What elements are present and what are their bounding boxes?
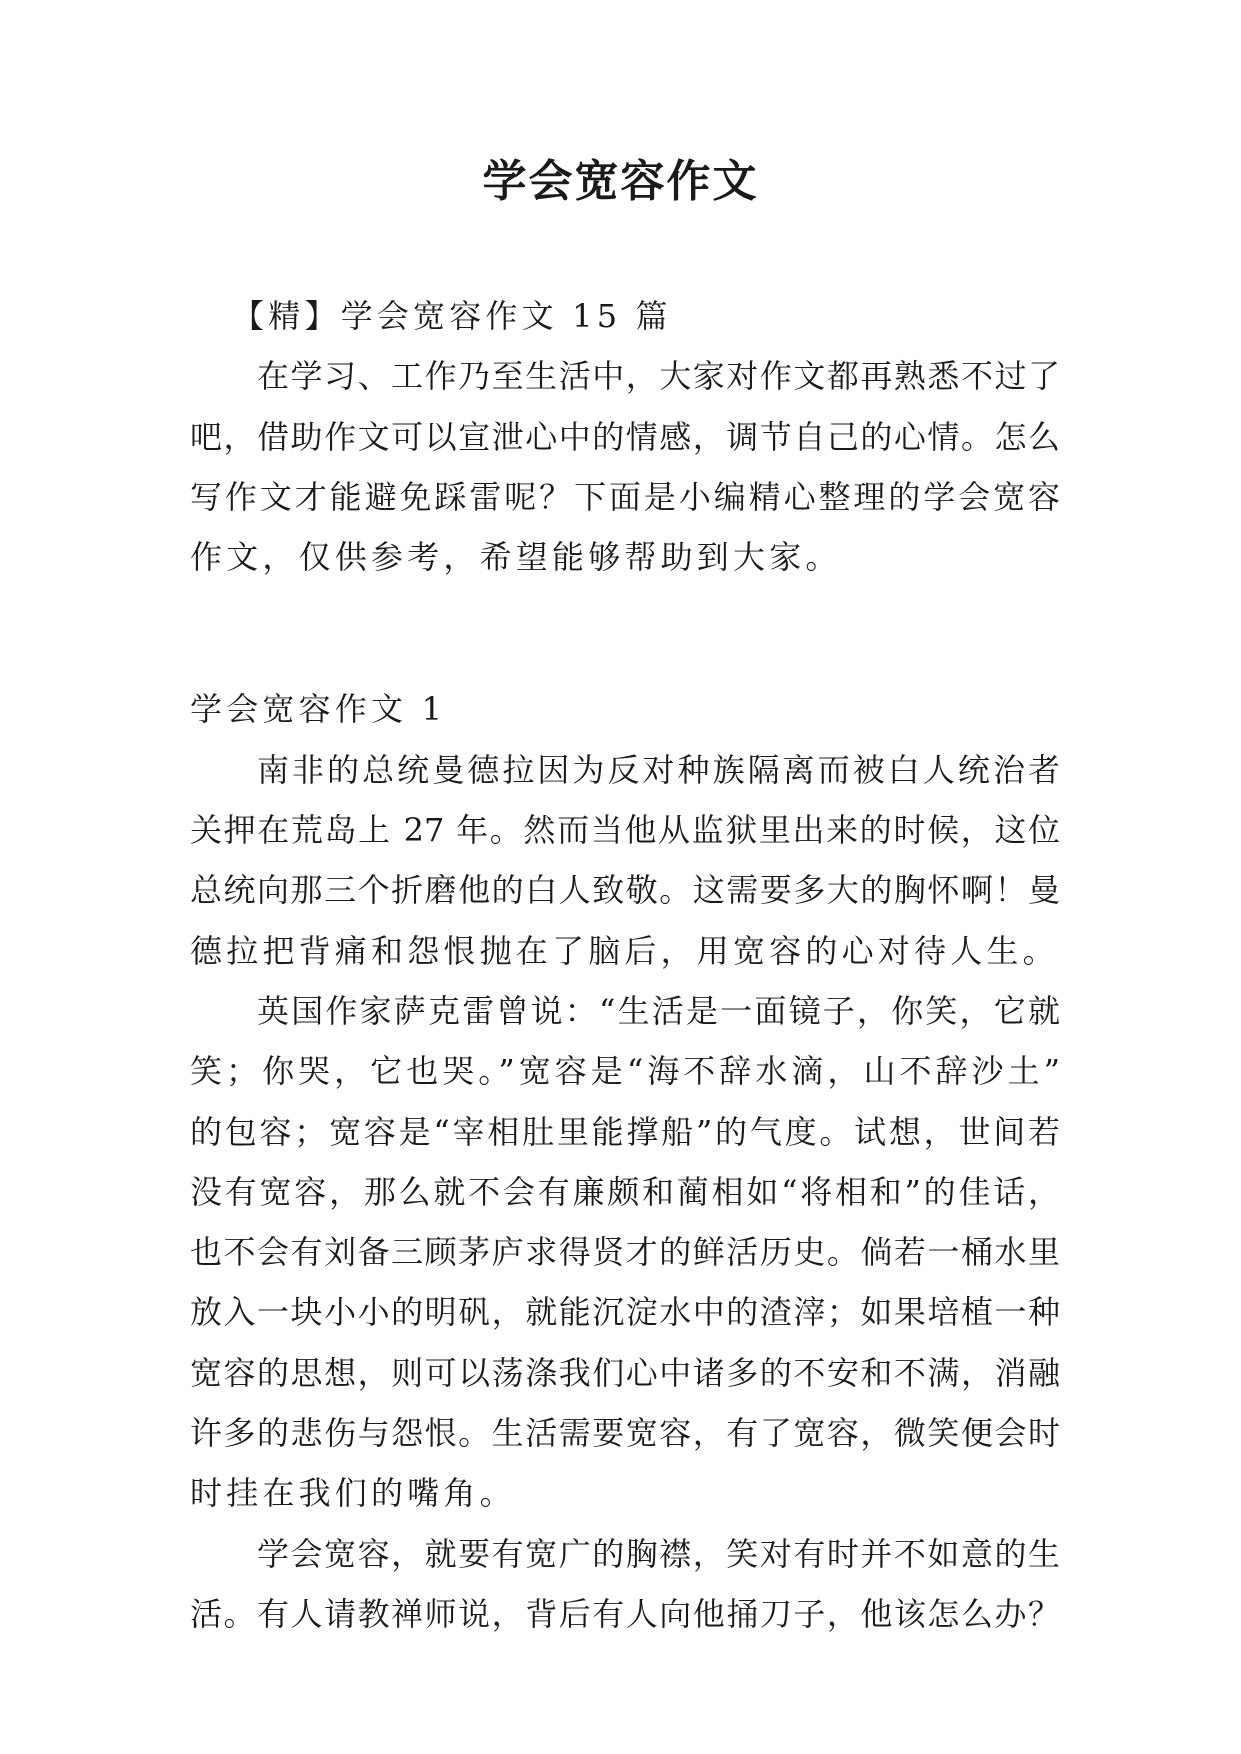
text-line: 也不会有刘备三顾茅庐求得贤才的鲜活历史。倘若一桶水里 (190, 1233, 1060, 1272)
text-line: 总统向那三个折磨他的白人致敬。这需要多大的胸怀啊！曼 (190, 871, 1060, 910)
text-line: 英国作家萨克雷曾说：“生活是一面镜子，你笑，它就 (257, 991, 1060, 1030)
document-title: 学会宽容作文 (482, 156, 759, 207)
text-line: 许多的悲伤与怨恨。生活需要宽容，有了宽容，微笑便会时 (190, 1414, 1060, 1453)
text-line: 学会宽容，就要有宽广的胸襟，笑对有时并不如意的生 (257, 1534, 1060, 1573)
text-line: 写作文才能避免踩雷呢？下面是小编精心整理的学会宽容 (190, 477, 1060, 516)
text-line: 德拉把背痛和怨恨抛在了脑后，用宽容的心对待人生。 (190, 931, 1059, 970)
text-line: 笑；你哭，它也哭。”宽容是“海不辞水滴，山不辞沙土” (190, 1052, 1060, 1091)
text-line: 在学习、工作乃至生活中，大家对作文都再熟悉不过了 (257, 357, 1060, 396)
text-line: 时挂在我们的嘴角。 (190, 1474, 516, 1513)
text-line: 宽容的思想，则可以荡涤我们心中诸多的不安和不满，消融 (190, 1353, 1060, 1392)
text-line: 作文，仅供参考，希望能够帮助到大家。 (190, 538, 842, 577)
text-line: 放入一块小小的明矾，就能沉淀水中的渣滓；如果培植一种 (190, 1293, 1060, 1332)
text-line: 活。有人请教禅师说，背后有人向他捅刀子，他该怎么办？ (190, 1594, 1060, 1633)
paragraph-spacer (190, 603, 1060, 663)
document-body (190, 286, 1060, 1644)
text-line: 的包容；宽容是“宰相肚里能撑船”的气度。试想，世间若 (190, 1112, 1060, 1151)
text-line: 关押在荒岛上 27 年。然而当他从监狱里出来的时候，这位 (190, 811, 1060, 850)
text-line: 吧，借助作文可以宣泄心中的情感，调节自己的心情。怎么 (190, 417, 1060, 456)
text-line: 没有宽容，那么就不会有廉颇和蔺相如“将相和”的佳话， (190, 1172, 1060, 1211)
text-line: 学会宽容作文 1 (190, 690, 447, 729)
text-line: 【精】学会宽容作文 15 篇 (232, 297, 672, 335)
text-line: 南非的总统曼德拉因为反对种族隔离而被白人统治者 (257, 750, 1060, 789)
